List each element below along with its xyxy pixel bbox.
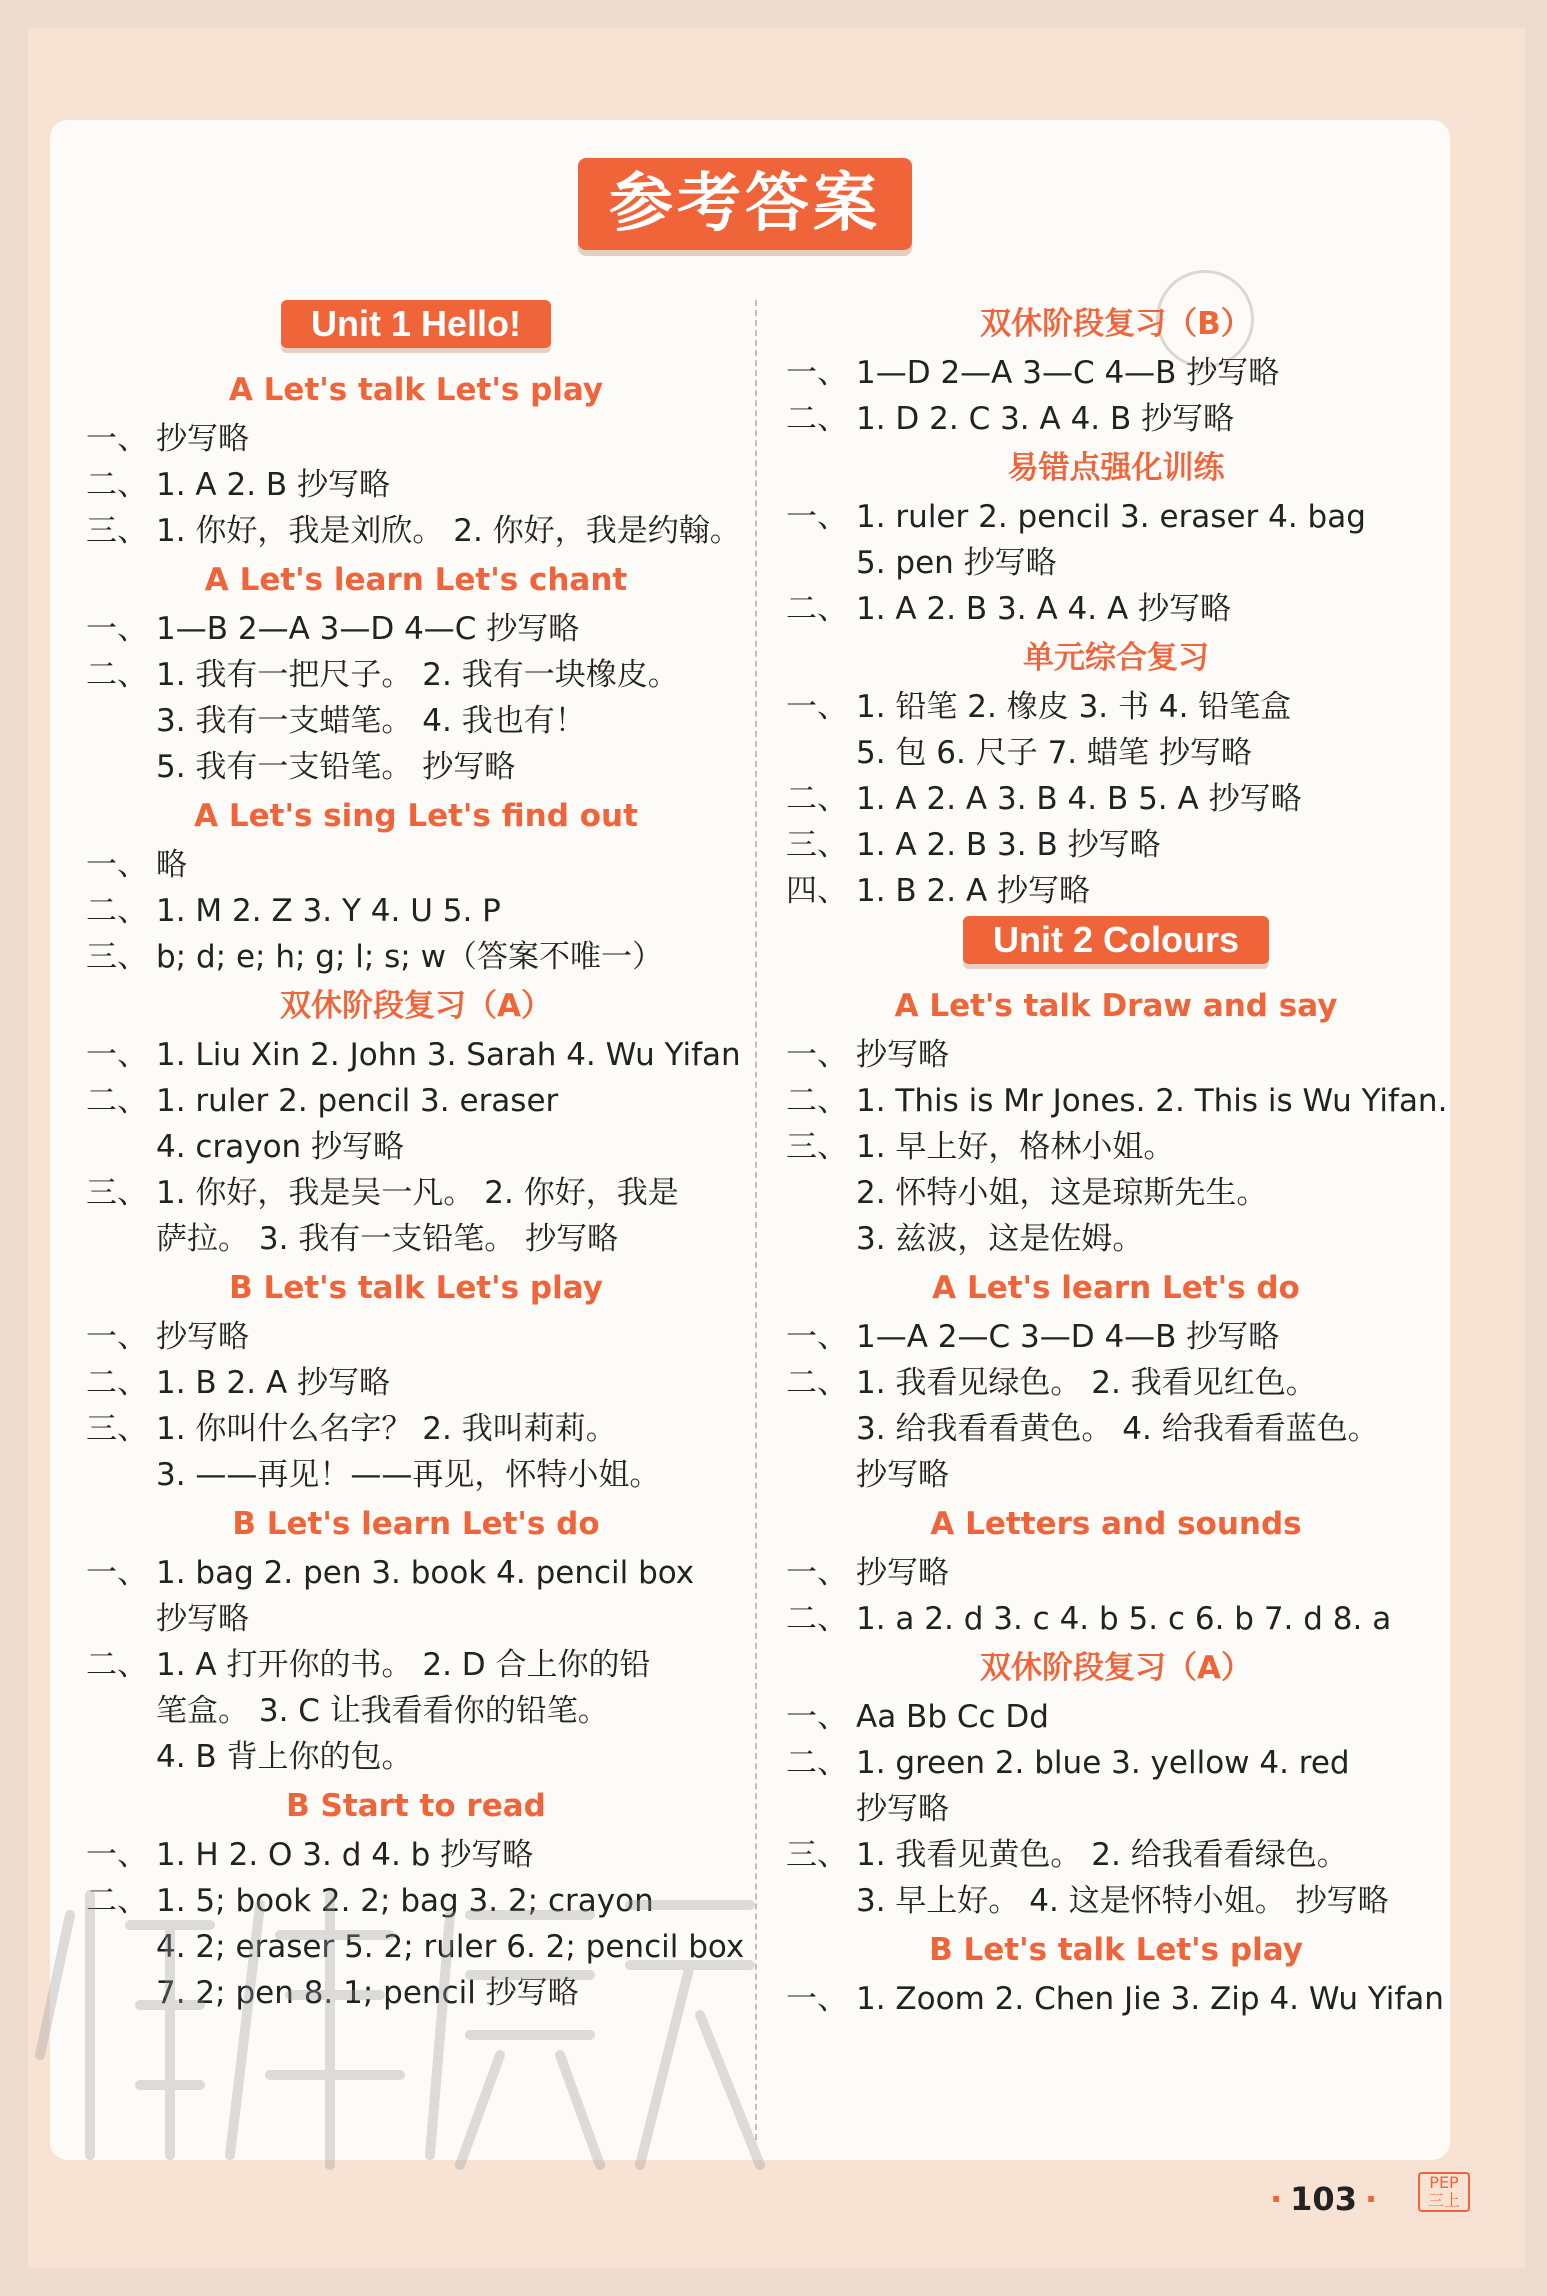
question-number: 二、 xyxy=(86,657,148,693)
answer-continuation: 笔盒。 3. C 让我看看你的铅笔。 xyxy=(156,1693,609,1729)
answer-text: 1. 你好，我是刘欣。 2. 你好，我是约翰。 xyxy=(156,513,741,549)
answer-text: 抄写略 xyxy=(156,421,249,457)
answer-text: 1. H 2. O 3. d 4. b 抄写略 xyxy=(156,1837,534,1873)
unit-header xyxy=(86,298,746,364)
page-number-value: 103 xyxy=(1290,2180,1357,2218)
answer-text: 1. Zoom 2. Chen Jie 3. Zip 4. Wu Yifan xyxy=(856,1981,1444,2017)
answer-line xyxy=(786,822,1446,868)
answer-line xyxy=(86,1078,746,1124)
answer-line xyxy=(786,1124,1446,1170)
answer-text: 1. Liu Xin 2. John 3. Sarah 4. Wu Yifan xyxy=(156,1037,741,1073)
question-number: 三、 xyxy=(786,827,848,863)
answer-text: 1. 你叫什么名字？ 2. 我叫莉莉。 xyxy=(156,1411,617,1447)
answer-text: 1. 5; book 2. 2; bag 3. 2; crayon xyxy=(156,1883,654,1919)
section-heading: B Start to read xyxy=(286,1788,546,1824)
question-number: 一、 xyxy=(786,1319,848,1355)
answer-continuation: 5. 我有一支铅笔。 抄写略 xyxy=(156,749,516,785)
question-number: 一、 xyxy=(86,421,148,457)
answer-line xyxy=(86,1360,746,1406)
section-heading: B Let's talk Let's play xyxy=(929,1932,1303,1968)
unit-badge: Unit 2 Colours xyxy=(963,916,1269,964)
answer-text: 1. A 2. B 3. A 4. A 抄写略 xyxy=(856,591,1232,627)
right-column xyxy=(786,298,1446,2022)
answer-line xyxy=(786,494,1446,540)
answer-continuation: 4. 2; eraser 5. 2; ruler 6. 2; pencil box xyxy=(156,1929,745,1965)
answer-continuation: 3. 给我看看黄色。 4. 给我看看蓝色。 xyxy=(856,1411,1379,1447)
question-number: 一、 xyxy=(786,499,848,535)
question-number: 二、 xyxy=(86,1883,148,1919)
answer-line xyxy=(86,606,746,652)
answer-continuation: 7. 2; pen 8. 1; pencil 抄写略 xyxy=(156,1975,579,2011)
answer-text: 1—A 2—C 3—D 4—B 抄写略 xyxy=(856,1319,1280,1355)
answer-text: 1. B 2. A 抄写略 xyxy=(156,1365,391,1401)
answer-text: 1. ruler 2. pencil 3. eraser 4. bag xyxy=(856,499,1366,535)
answer-text: 1. M 2. Z 3. Y 4. U 5. P xyxy=(156,893,501,929)
answer-continuation: 3. 我有一支蜡笔。 4. 我也有！ xyxy=(156,703,586,739)
answer-continuation: 4. B 背上你的包。 xyxy=(156,1739,413,1775)
unit-header xyxy=(786,914,1446,980)
answer-line xyxy=(786,1550,1446,1596)
question-number: 二、 xyxy=(86,1647,148,1683)
question-number: 一、 xyxy=(786,1699,848,1735)
answer-text: 略 xyxy=(156,847,187,883)
answer-line xyxy=(786,1976,1446,2022)
section-heading: B Let's talk Let's play xyxy=(229,1270,603,1306)
section-heading: A Letters and sounds xyxy=(930,1506,1302,1542)
answer-text: 1. B 2. A 抄写略 xyxy=(856,873,1091,909)
answer-continuation: 3. ——再见！——再见，怀特小姐。 xyxy=(156,1457,661,1493)
section-heading: A Let's talk Let's play xyxy=(228,372,604,408)
answer-text: 抄写略 xyxy=(856,1555,949,1591)
section-heading: 双休阶段复习（A） xyxy=(280,988,552,1024)
answer-line xyxy=(86,462,746,508)
answer-continuation: 抄写略 xyxy=(156,1601,249,1637)
section-heading: 双休阶段复习（B） xyxy=(980,306,1252,342)
answer-text: 1. ruler 2. pencil 3. eraser xyxy=(156,1083,559,1119)
question-number: 一、 xyxy=(86,1037,148,1073)
question-number: 三、 xyxy=(86,939,148,975)
section-heading: 双休阶段复习（A） xyxy=(980,1650,1252,1686)
answer-text: 1. A 打开你的书。 2. D 合上你的铅 xyxy=(156,1647,651,1683)
answer-line xyxy=(786,396,1446,442)
answer-continuation: 5. 包 6. 尺子 7. 蜡笔 抄写略 xyxy=(856,735,1252,771)
answer-line xyxy=(786,1078,1446,1124)
question-number: 二、 xyxy=(786,591,848,627)
answer-line xyxy=(786,586,1446,632)
answer-continuation: 2. 怀特小姐，这是琼斯先生。 xyxy=(856,1175,1268,1211)
answer-text: 1. green 2. blue 3. yellow 4. red xyxy=(856,1745,1350,1781)
question-number: 一、 xyxy=(86,1319,148,1355)
question-number: 二、 xyxy=(86,467,148,503)
question-number: 一、 xyxy=(786,689,848,725)
answer-line xyxy=(786,1596,1446,1642)
question-number: 一、 xyxy=(786,1555,848,1591)
answer-text: 1. 你好，我是吴一凡。 2. 你好，我是 xyxy=(156,1175,679,1211)
answer-continuation: 4. crayon 抄写略 xyxy=(156,1129,405,1165)
answer-text: 1. This is Mr Jones. 2. This is Wu Yifan. xyxy=(856,1083,1448,1119)
answer-text: b; d; e; h; g; l; s; w（答案不唯一） xyxy=(156,939,663,975)
answer-line xyxy=(86,416,746,462)
question-number: 二、 xyxy=(86,1083,148,1119)
answer-text: 1—B 2—A 3—D 4—C 抄写略 xyxy=(156,611,580,647)
answer-line xyxy=(786,1740,1446,1786)
question-number: 三、 xyxy=(786,1129,848,1165)
answer-text: 1. 我有一把尺子。 2. 我有一块橡皮。 xyxy=(156,657,679,693)
answer-line xyxy=(86,888,746,934)
question-number: 二、 xyxy=(786,401,848,437)
answer-text: 1. D 2. C 3. A 4. B 抄写略 xyxy=(856,401,1235,437)
section-heading: A Let's learn Let's chant xyxy=(204,562,628,598)
left-column xyxy=(86,298,746,2016)
answer-text: 1. 我看见黄色。 2. 给我看看绿色。 xyxy=(856,1837,1348,1873)
page-title: 参考答案 xyxy=(578,158,912,250)
question-number: 四、 xyxy=(786,873,848,909)
answer-line xyxy=(86,1170,746,1216)
edition-label: PEP xyxy=(1429,2173,1459,2192)
answer-line xyxy=(86,934,746,980)
answer-continuation: 抄写略 xyxy=(856,1791,949,1827)
question-number: 一、 xyxy=(786,355,848,391)
answer-text: 1. bag 2. pen 3. book 4. pencil box xyxy=(156,1555,695,1591)
unit-badge: Unit 1 Hello! xyxy=(281,300,551,348)
answer-line xyxy=(86,1032,746,1078)
page-dot-left: · xyxy=(1270,2180,1283,2218)
answer-continuation: 5. pen 抄写略 xyxy=(856,545,1057,581)
question-number: 二、 xyxy=(786,1745,848,1781)
question-number: 三、 xyxy=(86,513,148,549)
answer-line xyxy=(786,350,1446,396)
section-heading: B Let's learn Let's do xyxy=(232,1506,600,1542)
question-number: 三、 xyxy=(86,1411,148,1447)
section-heading: A Let's talk Draw and say xyxy=(894,988,1338,1024)
question-number: 二、 xyxy=(86,893,148,929)
answer-text: 抄写略 xyxy=(156,1319,249,1355)
answer-line xyxy=(86,842,746,888)
answer-text: 1. a 2. d 3. c 4. b 5. c 6. b 7. d 8. a xyxy=(856,1601,1392,1637)
answer-line xyxy=(786,1832,1446,1878)
question-number: 一、 xyxy=(786,1037,848,1073)
question-number: 一、 xyxy=(786,1981,848,2017)
answer-line xyxy=(786,684,1446,730)
answer-line xyxy=(786,1694,1446,1740)
answer-text: Aa Bb Cc Dd xyxy=(856,1699,1049,1735)
page-dot-right: · xyxy=(1364,2180,1378,2218)
page-number xyxy=(1262,2176,1385,2222)
question-number: 二、 xyxy=(786,1083,848,1119)
question-number: 二、 xyxy=(86,1365,148,1401)
answer-line xyxy=(86,1314,746,1360)
answer-continuation: 3. 兹波，这是佐姆。 xyxy=(856,1221,1144,1257)
answer-line xyxy=(86,652,746,698)
answer-text: 1. 早上好，格林小姐。 xyxy=(856,1129,1175,1165)
answer-line xyxy=(786,1360,1446,1406)
question-number: 一、 xyxy=(86,1837,148,1873)
section-heading: A Let's learn Let's do xyxy=(932,1270,1300,1306)
section-heading: 单元综合复习 xyxy=(1023,640,1209,676)
question-number: 一、 xyxy=(86,1555,148,1591)
question-number: 三、 xyxy=(786,1837,848,1873)
question-number: 一、 xyxy=(86,611,148,647)
question-number: 三、 xyxy=(86,1175,148,1211)
answer-line xyxy=(786,868,1446,914)
answer-text: 1. A 2. B 抄写略 xyxy=(156,467,391,503)
answer-text: 1—D 2—A 3—C 4—B 抄写略 xyxy=(856,355,1280,391)
question-number: 二、 xyxy=(786,781,848,817)
answer-line xyxy=(86,1406,746,1452)
answer-text: 1. 铅笔 2. 橡皮 3. 书 4. 铅笔盒 xyxy=(856,689,1292,725)
answer-continuation: 抄写略 xyxy=(856,1457,949,1493)
answer-text: 1. 我看见绿色。 2. 我看见红色。 xyxy=(856,1365,1317,1401)
answer-text: 1. A 2. B 3. B 抄写略 xyxy=(856,827,1161,863)
section-heading: A Let's sing Let's find out xyxy=(194,798,638,834)
answer-line xyxy=(786,776,1446,822)
answer-text: 抄写略 xyxy=(856,1037,949,1073)
answer-line xyxy=(786,1032,1446,1078)
answer-text: 1. A 2. A 3. B 4. B 5. A 抄写略 xyxy=(856,781,1302,817)
answer-line xyxy=(86,1642,746,1688)
grade-tag xyxy=(1418,2172,1470,2212)
section-heading: 易错点强化训练 xyxy=(1007,450,1225,486)
answer-line xyxy=(86,1550,746,1596)
question-number: 二、 xyxy=(786,1365,848,1401)
question-number: 一、 xyxy=(86,847,148,883)
answer-line xyxy=(786,1314,1446,1360)
answer-line xyxy=(86,508,746,554)
watermark-logo xyxy=(30,1855,770,2185)
question-number: 二、 xyxy=(786,1601,848,1637)
answer-continuation: 3. 早上好。 4. 这是怀特小姐。 抄写略 xyxy=(856,1883,1389,1919)
grade-label: 三上 xyxy=(1427,2191,1460,2210)
answer-continuation: 萨拉。 3. 我有一支铅笔。 抄写略 xyxy=(156,1221,619,1257)
